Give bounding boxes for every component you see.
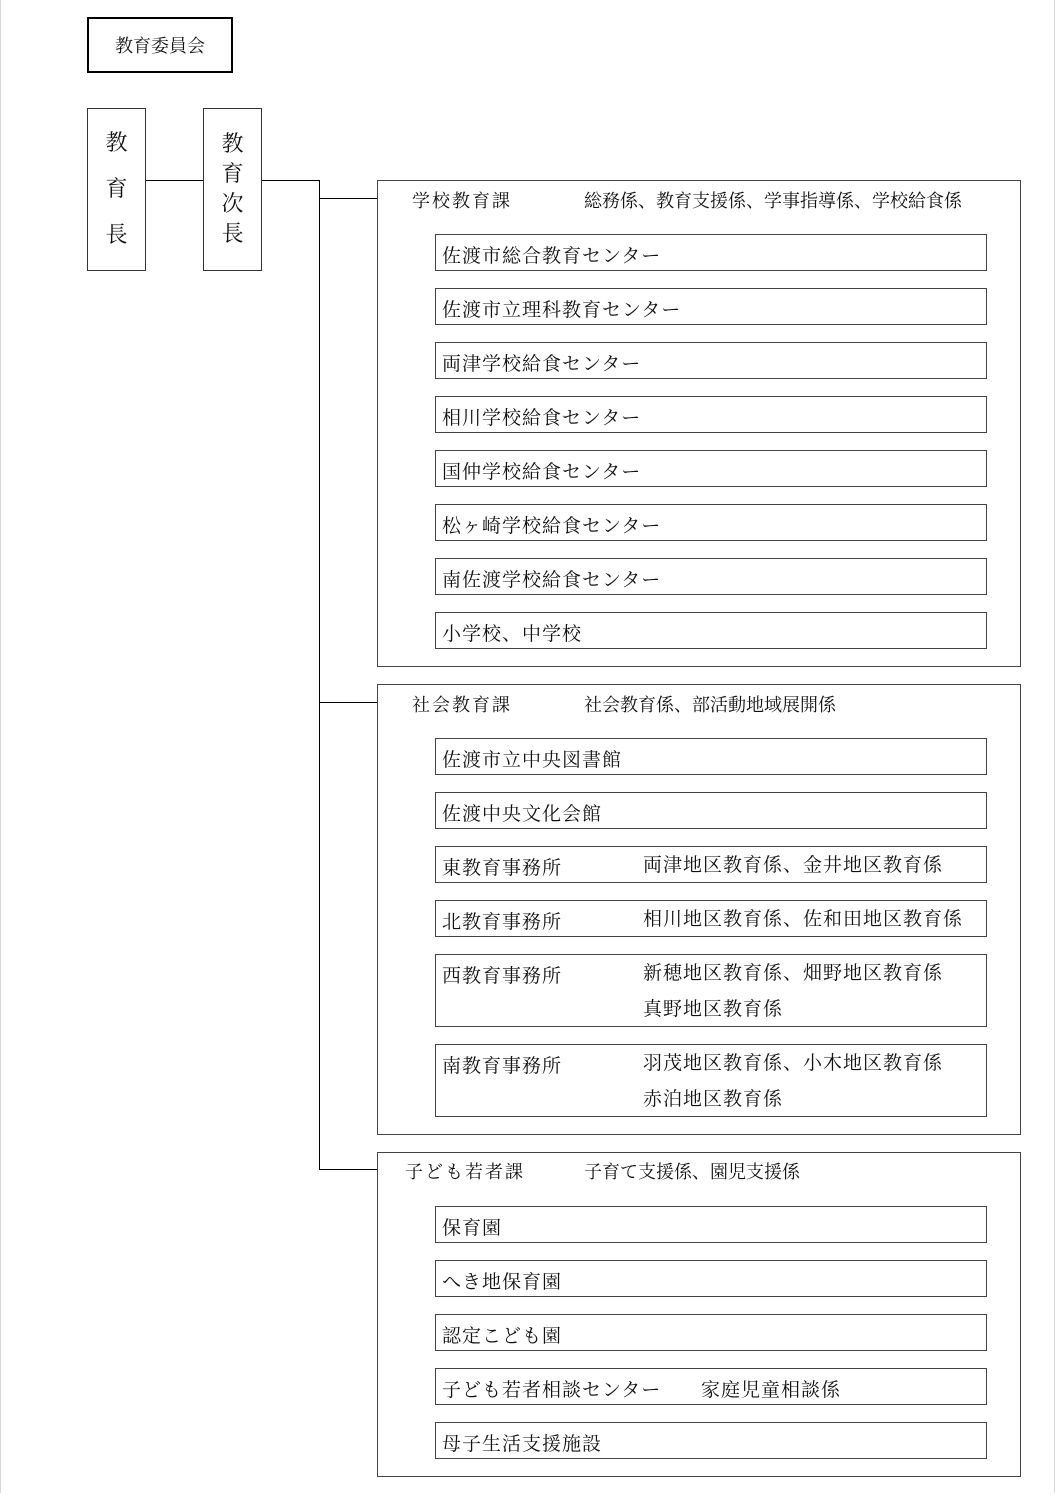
superintendent-char: 育 [105, 176, 128, 202]
board-title-box [87, 17, 233, 73]
list-item [435, 900, 987, 937]
item-sections: 羽茂地区教育係、小木地区教育係 [643, 1052, 944, 1074]
item-name: 松ヶ崎学校給食センター [442, 515, 662, 537]
list-item [435, 1368, 987, 1405]
item-name: 子ども若者相談センター [442, 1379, 662, 1401]
list-item [435, 234, 987, 271]
item-sections: 両津地区教育係、金井地区教育係 [643, 854, 944, 876]
item-name: 認定こども園 [442, 1325, 563, 1347]
list-item [435, 342, 987, 379]
deputy-char: 教 [221, 131, 244, 157]
item-name: 北教育事務所 [442, 911, 563, 933]
deputy-superintendent-box [203, 108, 262, 271]
list-item [435, 846, 987, 883]
item-name: 佐渡市立中央図書館 [442, 749, 623, 771]
item-name: 佐渡市総合教育センター [442, 245, 662, 267]
branch-line-social [319, 702, 377, 703]
social-division-sections: 社会教育係、部活動地域展開係 [584, 695, 836, 716]
child-division-sections: 子育て支援係、園児支援係 [584, 1162, 800, 1183]
item-name: 東教育事務所 [442, 857, 563, 879]
child-division-name: 子ども若者課 [405, 1162, 525, 1183]
item-name: 南教育事務所 [442, 1055, 563, 1077]
branch-line-school [319, 198, 377, 199]
social-division-name: 社会教育課 [412, 695, 512, 716]
board-title: 教育委員会 [115, 36, 205, 57]
trunk-line [319, 180, 320, 1170]
item-name: 保育園 [442, 1217, 503, 1239]
list-item [435, 1206, 987, 1243]
item-name: 国仲学校給食センター [442, 461, 642, 483]
item-name: 相川学校給食センター [442, 407, 642, 429]
superintendent-char: 長 [105, 222, 128, 248]
list-item [435, 954, 987, 1027]
connector-line [146, 180, 203, 181]
deputy-char: 育 [221, 161, 244, 187]
branch-line-child [319, 1169, 377, 1170]
list-item [435, 558, 987, 595]
deputy-char: 次 [221, 191, 244, 217]
list-item [435, 1044, 987, 1117]
list-item [435, 450, 987, 487]
item-sections-line2: 真野地区教育係 [643, 998, 784, 1020]
connector-line [262, 180, 320, 181]
item-name: 佐渡中央文化会館 [442, 803, 603, 825]
item-sections-line2: 赤泊地区教育係 [643, 1088, 784, 1110]
superintendent-char: 教 [105, 130, 128, 156]
item-name: 南佐渡学校給食センター [442, 569, 662, 591]
list-item [435, 504, 987, 541]
item-name: 母子生活支援施設 [442, 1433, 603, 1455]
list-item [435, 1260, 987, 1297]
item-name: 佐渡市立理科教育センター [442, 299, 682, 321]
school-division-sections: 総務係、教育支援係、学事指導係、学校給食係 [584, 191, 962, 212]
list-item [435, 738, 987, 775]
list-item [435, 792, 987, 829]
item-name: 小学校、中学校 [442, 623, 583, 645]
superintendent-box [87, 108, 146, 271]
item-name: 西教育事務所 [442, 965, 563, 987]
school-division-name: 学校教育課 [412, 191, 512, 212]
list-item [435, 396, 987, 433]
item-sections: 家庭児童相談係 [701, 1379, 842, 1401]
item-name: 両津学校給食センター [442, 353, 642, 375]
list-item [435, 1422, 987, 1459]
list-item [435, 612, 987, 649]
item-name: へき地保育園 [442, 1271, 563, 1293]
item-sections: 相川地区教育係、佐和田地区教育係 [643, 908, 964, 930]
item-sections: 新穂地区教育係、畑野地区教育係 [643, 962, 944, 984]
deputy-char: 長 [221, 221, 244, 247]
list-item [435, 288, 987, 325]
list-item [435, 1314, 987, 1351]
